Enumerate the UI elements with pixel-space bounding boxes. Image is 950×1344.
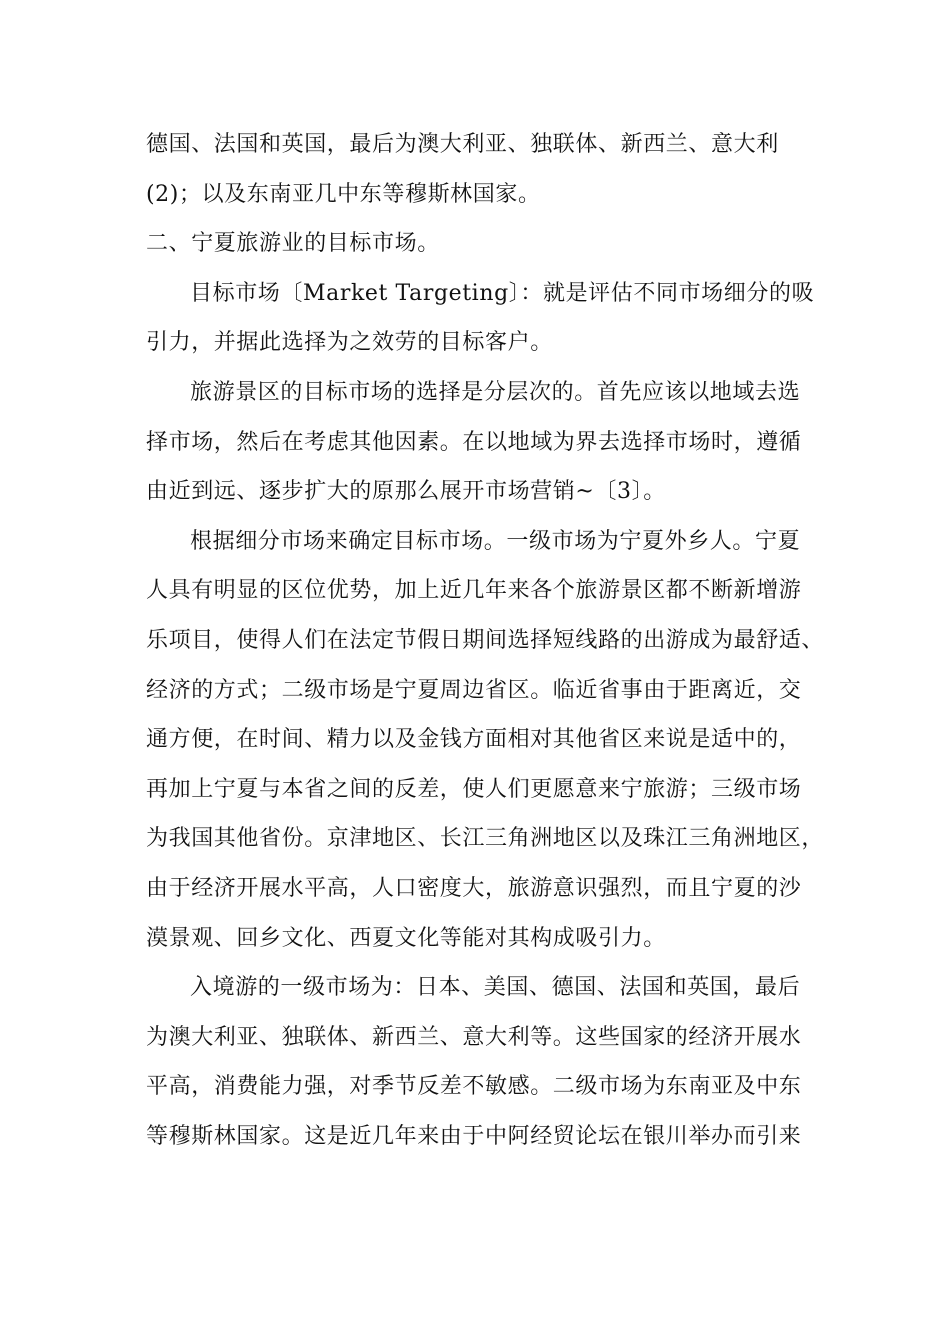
text-line: 为澳大利亚、独联体、新西兰、意大利等。这些国家的经济开展水 — [146, 1024, 802, 1050]
text-line: 引力，并据此选择为之效劳的目标客户。 — [146, 330, 553, 356]
text-line: 漠景观、回乡文化、西夏文化等能对其构成吸引力。 — [146, 925, 666, 951]
text-line: 德国、法国和英国，最后为澳大利亚、独联体、新西兰、意大利 — [146, 132, 779, 157]
text-line: 等穆斯林国家。这是近几年来由于中阿经贸论坛在银川举办而引来 — [146, 1123, 802, 1149]
text-line: 人具有明显的区位优势，加上近几年来各个旅游景区都不断新增游 — [146, 578, 802, 604]
text-line: 为我国其他省份。京津地区、长江三角洲地区以及珠江三角洲地区， — [146, 826, 825, 852]
paragraph-start-line: 入境游的一级市场为：日本、美国、德国、法国和英国，最后 — [190, 975, 801, 1001]
paragraph-start-line: 旅游景区的目标市场的选择是分层次的。首先应该以地域去选 — [190, 379, 801, 405]
text-line: 由近到远、逐步扩大的原那么展开市场营销~〔3〕。 — [146, 479, 666, 505]
text-line: 通方便，在时间、精力以及金钱方面相对其他省区来说是适中的， — [146, 727, 802, 753]
paragraph-start-line: 根据细分市场来确定目标市场。一级市场为宁夏外乡人。宁夏 — [190, 528, 801, 554]
document-page — [146, 120, 825, 1161]
text-line: 经济的方式；二级市场是宁夏周边省区。临近省事由于距离近，交 — [146, 677, 802, 703]
text-line: 再加上宁夏与本省之间的反差，使人们更愿意来宁旅游；三级市场 — [146, 776, 802, 802]
paragraph-start-line: 目标市场〔Market Targeting〕：就是评估不同市场细分的吸 — [190, 280, 815, 306]
section-heading: 二、宁夏旅游业的目标市场。 — [146, 231, 440, 257]
text-line: (2)；以及东南亚几中东等穆斯林国家。 — [146, 181, 541, 207]
text-line: 择市场，然后在考虑其他因素。在以地域为界去选择市场时，遵循 — [146, 429, 802, 455]
text-line: 平高，消费能力强，对季节反差不敏感。二级市场为东南亚及中东 — [146, 1074, 802, 1100]
text-line: 由于经济开展水平高，人口密度大，旅游意识强烈，而且宁夏的沙 — [146, 875, 802, 901]
text-line: 乐项目，使得人们在法定节假日期间选择短线路的出游成为最舒适、 — [146, 627, 825, 653]
